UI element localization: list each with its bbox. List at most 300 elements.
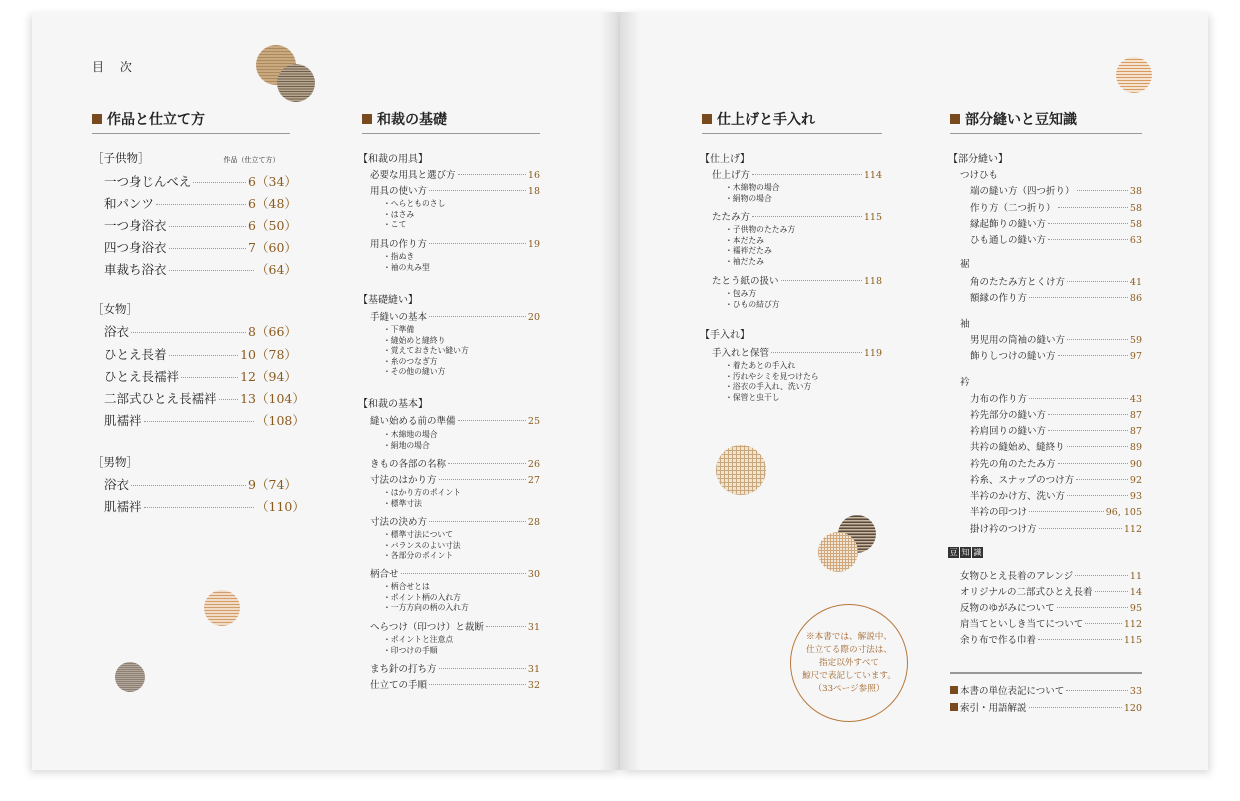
page-number: 119 bbox=[863, 348, 882, 359]
sub-topics bbox=[383, 488, 461, 509]
fabric-swatch-icon bbox=[115, 662, 145, 692]
page-number: 8 bbox=[248, 324, 256, 339]
square-marker-icon bbox=[362, 114, 372, 124]
page-number: 7 bbox=[248, 240, 256, 255]
toc-entry bbox=[370, 309, 540, 323]
entry-label: 肩当てといしき当てについて bbox=[960, 619, 1084, 630]
entry-label: 二部式ひとえ長襦袢 bbox=[104, 391, 217, 406]
group-heading: 【和裁の基本】 bbox=[358, 399, 428, 410]
sub-topic: ・袖の丸み型 bbox=[383, 262, 430, 272]
page-number: 118 bbox=[863, 276, 882, 287]
entry-label: 衿糸、スナップのつけ方 bbox=[970, 475, 1075, 486]
page-number-secondary: （78） bbox=[256, 347, 297, 362]
leader-dots bbox=[486, 626, 526, 627]
page-number: 16 bbox=[527, 170, 540, 181]
section-heading: 作品と仕立て方 bbox=[92, 108, 290, 134]
sub-topic: ・絹物の場合 bbox=[725, 193, 772, 203]
leader-dots bbox=[144, 421, 254, 422]
sub-topics bbox=[725, 289, 780, 310]
entry-label: 飾りしつけの縫い方 bbox=[970, 351, 1056, 362]
sub-topics bbox=[383, 199, 445, 231]
page-number: 115 bbox=[863, 212, 882, 223]
page-number-secondary: （74） bbox=[256, 477, 297, 492]
toc-entry bbox=[104, 260, 297, 278]
toc-entry bbox=[970, 521, 1142, 535]
page-number: 6 bbox=[248, 218, 256, 233]
sub-topic: ・袖だたみ bbox=[725, 256, 764, 266]
square-marker-icon bbox=[950, 686, 958, 694]
leader-dots bbox=[458, 174, 526, 175]
entry-label: 端の縫い方（四つ折り） bbox=[970, 186, 1075, 197]
leader-dots bbox=[131, 332, 246, 333]
entry-label: 力布の作り方 bbox=[970, 394, 1028, 405]
entry-label: 用具の使い方 bbox=[370, 186, 428, 197]
entry-label: 浴衣 bbox=[104, 477, 130, 492]
toc-entry bbox=[712, 209, 882, 223]
leader-dots bbox=[781, 280, 862, 281]
leader-dots bbox=[131, 485, 246, 486]
toc-entry bbox=[104, 389, 305, 407]
sub-topics bbox=[383, 635, 453, 656]
toc-entry bbox=[970, 200, 1142, 214]
sub-topics bbox=[725, 225, 795, 267]
fabric-swatch-icon bbox=[204, 590, 240, 626]
leader-dots bbox=[1058, 207, 1128, 208]
toc-entry bbox=[104, 238, 297, 256]
leader-dots bbox=[752, 216, 862, 217]
section-finish bbox=[702, 108, 882, 134]
entry-label: 余り布で作る巾着 bbox=[960, 635, 1037, 646]
sub-topic: ・柄合せとは bbox=[383, 582, 430, 591]
sub-topic: ・縫始めと縫終り bbox=[383, 335, 446, 345]
toc-entry bbox=[970, 348, 1142, 362]
page-number-secondary: （66） bbox=[256, 324, 297, 339]
leader-dots bbox=[429, 243, 526, 244]
page-number: 96, 105 bbox=[1105, 507, 1142, 518]
entry-label: 索引・用語解説 bbox=[960, 703, 1027, 714]
leader-dots bbox=[1058, 463, 1128, 464]
toc-entry bbox=[370, 236, 540, 250]
page-number: 114 bbox=[863, 170, 882, 181]
leader-dots bbox=[429, 684, 526, 685]
toc-entry bbox=[370, 566, 540, 580]
entry-label: 本書の単位表記について bbox=[960, 686, 1065, 697]
entry-label: たとう紙の扱い bbox=[712, 276, 779, 287]
sub-topic: ・保管と虫干し bbox=[725, 392, 780, 402]
toc-entry bbox=[970, 183, 1142, 197]
page-number: 26 bbox=[527, 459, 540, 470]
leader-dots bbox=[1077, 190, 1128, 191]
entry-label: 車裁ち浴衣 bbox=[104, 262, 167, 277]
sub-topics bbox=[725, 361, 819, 403]
leader-dots bbox=[1085, 623, 1122, 624]
category-men: ［男物］ bbox=[92, 455, 138, 469]
sub-topic: ・一方方向の柄の入れ方 bbox=[383, 603, 469, 613]
toc-entry bbox=[712, 167, 882, 181]
sub-topic: ・着たあとの手入れ bbox=[725, 361, 796, 370]
entry-label: オリジナルの二部式ひとえ長着 bbox=[960, 587, 1093, 598]
toc-entry bbox=[104, 172, 297, 190]
square-marker-icon bbox=[92, 114, 102, 124]
entry-label: 和パンツ bbox=[104, 196, 155, 211]
page-number: 30 bbox=[527, 569, 540, 580]
entry-label: 縁起飾りの縫い方 bbox=[970, 219, 1047, 230]
toc-entry bbox=[370, 472, 540, 486]
page-number: 115 bbox=[1123, 635, 1142, 646]
entry-label: 共衿の縫始め、縫終り bbox=[970, 442, 1065, 453]
leader-dots bbox=[439, 479, 526, 480]
leader-dots bbox=[169, 355, 239, 356]
entry-label: きもの各部の名称 bbox=[370, 459, 447, 470]
page-number: 112 bbox=[1123, 619, 1142, 630]
sub-topic: ・絹地の場合 bbox=[383, 440, 430, 450]
page-number: 33 bbox=[1129, 686, 1142, 697]
toc-entry bbox=[370, 514, 540, 528]
entry-label: 必要な用具と選び方 bbox=[370, 170, 456, 181]
entry-label: まち針の打ち方 bbox=[370, 664, 437, 675]
toc-entry bbox=[950, 683, 1142, 697]
leader-dots bbox=[169, 270, 254, 271]
page-number-secondary: （110） bbox=[256, 499, 305, 514]
entry-label: 四つ身浴衣 bbox=[104, 240, 167, 255]
sub-topic: ・包み方 bbox=[725, 289, 757, 298]
page-number-secondary: （104） bbox=[256, 391, 305, 406]
toc-entry bbox=[370, 661, 540, 675]
page-number: 6 bbox=[248, 174, 256, 189]
book-gutter bbox=[600, 12, 640, 770]
page-number: 14 bbox=[1129, 587, 1142, 598]
page-number: 120 bbox=[1123, 703, 1142, 714]
sub-topic: ・標準寸法について bbox=[383, 530, 454, 539]
entry-label: 柄合せ bbox=[370, 569, 399, 580]
entry-label: 女物ひとえ長着のアレンジ bbox=[960, 571, 1074, 582]
leader-dots bbox=[1048, 414, 1128, 415]
leader-dots bbox=[1057, 607, 1128, 608]
page-number-secondary: （34） bbox=[256, 174, 297, 189]
entry-label: 一つ身浴衣 bbox=[104, 218, 167, 233]
toc-entry bbox=[960, 616, 1142, 630]
leader-dots bbox=[458, 420, 526, 421]
page-number: 13 bbox=[240, 391, 256, 406]
group-heading: 【和裁の用具】 bbox=[358, 154, 428, 165]
entry-label: 男児用の筒袖の縫い方 bbox=[970, 335, 1066, 346]
sub-topic: ・下準備 bbox=[383, 325, 415, 334]
page-number: 90 bbox=[1129, 459, 1142, 470]
leader-dots bbox=[1058, 355, 1128, 356]
toc-entry bbox=[104, 497, 305, 515]
page-number-secondary: （48） bbox=[256, 196, 297, 211]
leader-dots bbox=[752, 174, 862, 175]
leader-dots bbox=[1029, 297, 1128, 298]
page-number: 95 bbox=[1129, 603, 1142, 614]
group-heading: 裾 bbox=[960, 259, 970, 270]
sub-topic: ・はかり方のポイント bbox=[383, 488, 461, 497]
sub-topic: ・ポイント柄の入れ方 bbox=[383, 592, 461, 602]
group-heading: 衿 bbox=[960, 377, 970, 388]
entry-label: 一つ身じんべえ bbox=[104, 174, 192, 189]
leader-dots bbox=[429, 521, 526, 522]
leader-dots bbox=[1067, 281, 1128, 282]
page-number: 112 bbox=[1123, 524, 1142, 535]
leader-dots bbox=[1066, 690, 1128, 691]
divider bbox=[950, 672, 1142, 674]
fabric-swatch-icon bbox=[818, 532, 858, 572]
page-number: 43 bbox=[1129, 394, 1142, 405]
leader-dots bbox=[1067, 446, 1128, 447]
page-number: 32 bbox=[527, 680, 540, 691]
page-number: 31 bbox=[527, 664, 540, 675]
entry-label: 作り方（二つ折り） bbox=[970, 203, 1056, 214]
leader-dots bbox=[1029, 511, 1104, 512]
page-number: 28 bbox=[527, 517, 540, 528]
section-heading: 部分縫いと豆知識 bbox=[950, 108, 1142, 134]
entry-label: 反物のゆがみについて bbox=[960, 603, 1055, 614]
page-number: 27 bbox=[527, 475, 540, 486]
leader-dots bbox=[1075, 575, 1128, 576]
toc-entry bbox=[104, 367, 297, 385]
group-heading: 【部分縫い】 bbox=[948, 154, 1008, 165]
entry-label: 衿肩回りの縫い方 bbox=[970, 426, 1047, 437]
entry-label: 角のたたみ方とくけ方 bbox=[970, 277, 1066, 288]
entry-label: ひとえ長着 bbox=[104, 347, 167, 362]
page-number: 87 bbox=[1129, 426, 1142, 437]
column-note: 作品（仕立て方） bbox=[223, 156, 280, 164]
sub-topic: ・印つけの手順 bbox=[383, 645, 438, 655]
page-number: 19 bbox=[527, 239, 540, 250]
page-number: 9 bbox=[248, 477, 256, 492]
toc-entry bbox=[960, 584, 1142, 598]
entry-label: ひとえ長襦袢 bbox=[104, 369, 180, 384]
leader-dots bbox=[156, 204, 246, 205]
page-number: 92 bbox=[1129, 475, 1142, 486]
page-number-secondary: （94） bbox=[256, 369, 297, 384]
sub-topic: ・汚れやシミを見つけたら bbox=[725, 371, 819, 381]
entry-label: 額縁の作り方 bbox=[970, 293, 1028, 304]
entry-label: 衿先部分の縫い方 bbox=[970, 410, 1047, 421]
page-number-secondary: （50） bbox=[256, 218, 297, 233]
entry-label: 衿先の角のたたみ方 bbox=[970, 459, 1056, 470]
sub-topic: ・各部分のポイント bbox=[383, 551, 454, 561]
toc-entry bbox=[970, 456, 1142, 470]
sub-topic: ・こて bbox=[383, 220, 407, 230]
entry-label: 半衿の印つけ bbox=[970, 507, 1028, 518]
entry-label: 肌襦袢 bbox=[104, 413, 142, 428]
toc-entry bbox=[370, 456, 540, 470]
entry-label: 肌襦袢 bbox=[104, 499, 142, 514]
section-heading: 仕上げと手入れ bbox=[702, 108, 882, 134]
leader-dots bbox=[1039, 528, 1122, 529]
page-number: 18 bbox=[527, 186, 540, 197]
toc-entry bbox=[970, 488, 1142, 502]
sub-topic: ・糸のつなぎ方 bbox=[383, 356, 438, 366]
fabric-swatch-icon bbox=[277, 64, 315, 102]
entry-label: 仕立ての手順 bbox=[370, 680, 428, 691]
category-children: ［子供物］ 作品（仕立て方） bbox=[92, 151, 280, 165]
page-number: 11 bbox=[1129, 571, 1142, 582]
toc-entry bbox=[970, 407, 1142, 421]
square-marker-icon bbox=[702, 114, 712, 124]
toc-entry bbox=[104, 345, 297, 363]
sub-topic: ・ひもの結び方 bbox=[725, 299, 780, 309]
section-heading: 和裁の基礎 bbox=[362, 108, 540, 134]
category-women: ［女物］ bbox=[92, 302, 138, 316]
toc-entry bbox=[970, 504, 1142, 518]
leader-dots bbox=[144, 507, 254, 508]
page-number: 87 bbox=[1129, 410, 1142, 421]
section-parts bbox=[950, 108, 1142, 134]
toc-entry bbox=[970, 216, 1142, 230]
sub-topic: ・覚えておきたい縫い方 bbox=[383, 346, 469, 356]
leader-dots bbox=[401, 573, 526, 574]
sub-topic: ・ポイントと注意点 bbox=[383, 635, 454, 644]
group-heading: 【手入れ】 bbox=[700, 330, 750, 341]
leader-dots bbox=[1029, 707, 1122, 708]
section-basics bbox=[362, 108, 540, 134]
leader-dots bbox=[429, 316, 526, 317]
page-number: 89 bbox=[1129, 442, 1142, 453]
entry-label: たたみ方 bbox=[712, 212, 751, 223]
sub-topic: ・標準寸法 bbox=[383, 498, 422, 508]
page-number: 12 bbox=[240, 369, 256, 384]
entry-label: 半衿のかけ方、洗い方 bbox=[970, 491, 1066, 502]
toc-entry bbox=[370, 167, 540, 181]
toc-entry bbox=[370, 619, 540, 633]
entry-label: 浴衣 bbox=[104, 324, 130, 339]
page-number: 31 bbox=[527, 622, 540, 633]
sub-topic: ・浴衣の手入れ、洗い方 bbox=[725, 382, 812, 392]
sub-topic: ・子供物のたたみ方 bbox=[725, 225, 796, 234]
toc-entry bbox=[104, 475, 297, 493]
toc-entry bbox=[970, 472, 1142, 486]
toc-entry bbox=[960, 600, 1142, 614]
toc-entry bbox=[970, 391, 1142, 405]
leader-dots bbox=[169, 248, 247, 249]
group-heading: 【基礎縫い】 bbox=[358, 295, 418, 306]
sub-topics bbox=[383, 530, 461, 562]
page-number: 59 bbox=[1129, 335, 1142, 346]
sub-topics bbox=[725, 183, 780, 204]
sub-topic: ・襦袢だたみ bbox=[725, 246, 772, 256]
page-title: 目 次 bbox=[92, 60, 138, 74]
group-heading: 【仕上げ】 bbox=[700, 154, 750, 165]
page-number: 58 bbox=[1129, 219, 1142, 230]
sub-topics bbox=[383, 252, 430, 273]
toc-entry bbox=[104, 322, 297, 340]
sub-topics bbox=[383, 582, 469, 614]
toc-entry bbox=[104, 194, 297, 212]
sub-topic: ・本だたみ bbox=[725, 235, 764, 245]
page-number: 63 bbox=[1129, 235, 1142, 246]
leader-dots bbox=[439, 668, 526, 669]
leader-dots bbox=[1038, 639, 1122, 640]
entry-label: 仕上げ方 bbox=[712, 170, 751, 181]
sub-topics bbox=[383, 325, 469, 378]
page-number: 10 bbox=[240, 347, 256, 362]
page-number: 20 bbox=[527, 312, 540, 323]
entry-label: ひも通しの縫い方 bbox=[970, 235, 1047, 246]
sub-topics bbox=[383, 430, 438, 451]
leader-dots bbox=[1095, 591, 1128, 592]
toc-entry bbox=[960, 632, 1142, 646]
square-marker-icon bbox=[950, 703, 958, 711]
page-number: 41 bbox=[1129, 277, 1142, 288]
toc-entry bbox=[950, 700, 1142, 714]
leader-dots bbox=[1048, 430, 1128, 431]
sub-topic: ・指ぬき bbox=[383, 252, 415, 261]
square-marker-icon bbox=[950, 114, 960, 124]
entry-label: 寸法の決め方 bbox=[370, 517, 428, 528]
toc-entry bbox=[712, 273, 882, 287]
toc-entry bbox=[960, 568, 1142, 582]
toc-entry bbox=[370, 183, 540, 197]
entry-label: へらつけ（印つけ）と裁断 bbox=[370, 622, 484, 633]
page-number-secondary: （64） bbox=[256, 262, 297, 277]
leader-dots bbox=[219, 399, 239, 400]
page-number: 86 bbox=[1129, 293, 1142, 304]
page-number-secondary: （108） bbox=[256, 413, 305, 428]
fabric-swatch-icon bbox=[1116, 57, 1152, 93]
group-heading: つけひも bbox=[960, 170, 999, 181]
entry-label: 手入れと保管 bbox=[712, 348, 770, 359]
entry-label: 縫い始める前の準備 bbox=[370, 416, 456, 427]
leader-dots bbox=[1076, 479, 1128, 480]
sub-topic: ・はさみ bbox=[383, 209, 415, 219]
toc-entry bbox=[970, 439, 1142, 453]
toc-entry bbox=[970, 232, 1142, 246]
toc-entry bbox=[104, 411, 305, 429]
page-number: 6 bbox=[248, 196, 256, 211]
leader-dots bbox=[448, 463, 526, 464]
toc-entry bbox=[370, 413, 540, 427]
sub-topic: ・その他の縫い方 bbox=[383, 367, 446, 377]
sub-topic: ・木綿地の場合 bbox=[383, 430, 438, 439]
entry-label: 掛け衿のつけ方 bbox=[970, 524, 1037, 535]
toc-entry bbox=[970, 332, 1142, 346]
section-works bbox=[92, 108, 290, 134]
sub-topic: ・木綿物の場合 bbox=[725, 183, 780, 192]
entry-label: 寸法のはかり方 bbox=[370, 475, 437, 486]
toc-entry bbox=[970, 290, 1142, 304]
page-number: 38 bbox=[1129, 186, 1142, 197]
mame-badge: 豆 知 識 bbox=[949, 548, 982, 557]
leader-dots bbox=[169, 226, 247, 227]
page-number: 97 bbox=[1129, 351, 1142, 362]
entry-label: 用具の作り方 bbox=[370, 239, 428, 250]
toc-entry bbox=[104, 216, 297, 234]
toc-entry bbox=[712, 345, 882, 359]
leader-dots bbox=[771, 352, 862, 353]
toc-entry bbox=[370, 677, 540, 691]
toc-entry bbox=[970, 274, 1142, 288]
leader-dots bbox=[181, 377, 238, 378]
leader-dots bbox=[1048, 239, 1128, 240]
toc-entry bbox=[970, 423, 1142, 437]
leader-dots bbox=[1067, 495, 1128, 496]
page-number: 58 bbox=[1129, 203, 1142, 214]
leader-dots bbox=[429, 190, 526, 191]
sub-topic: ・バランスのよい寸法 bbox=[383, 540, 461, 550]
page-number-secondary: （60） bbox=[256, 240, 297, 255]
leader-dots bbox=[1048, 223, 1128, 224]
unit-notice: ※本書では、解説中、 仕立てる際の寸法は、 指定以外すべて 鯨尺で表記しています。 （33ページ参照） bbox=[790, 604, 908, 722]
leader-dots bbox=[193, 182, 246, 183]
sub-topic: ・へらとものさし bbox=[383, 199, 446, 208]
entry-label: 手縫いの基本 bbox=[370, 312, 428, 323]
leader-dots bbox=[1067, 339, 1128, 340]
leader-dots bbox=[1029, 398, 1128, 399]
group-heading: 袖 bbox=[960, 319, 970, 330]
fabric-swatch-icon bbox=[716, 445, 766, 495]
